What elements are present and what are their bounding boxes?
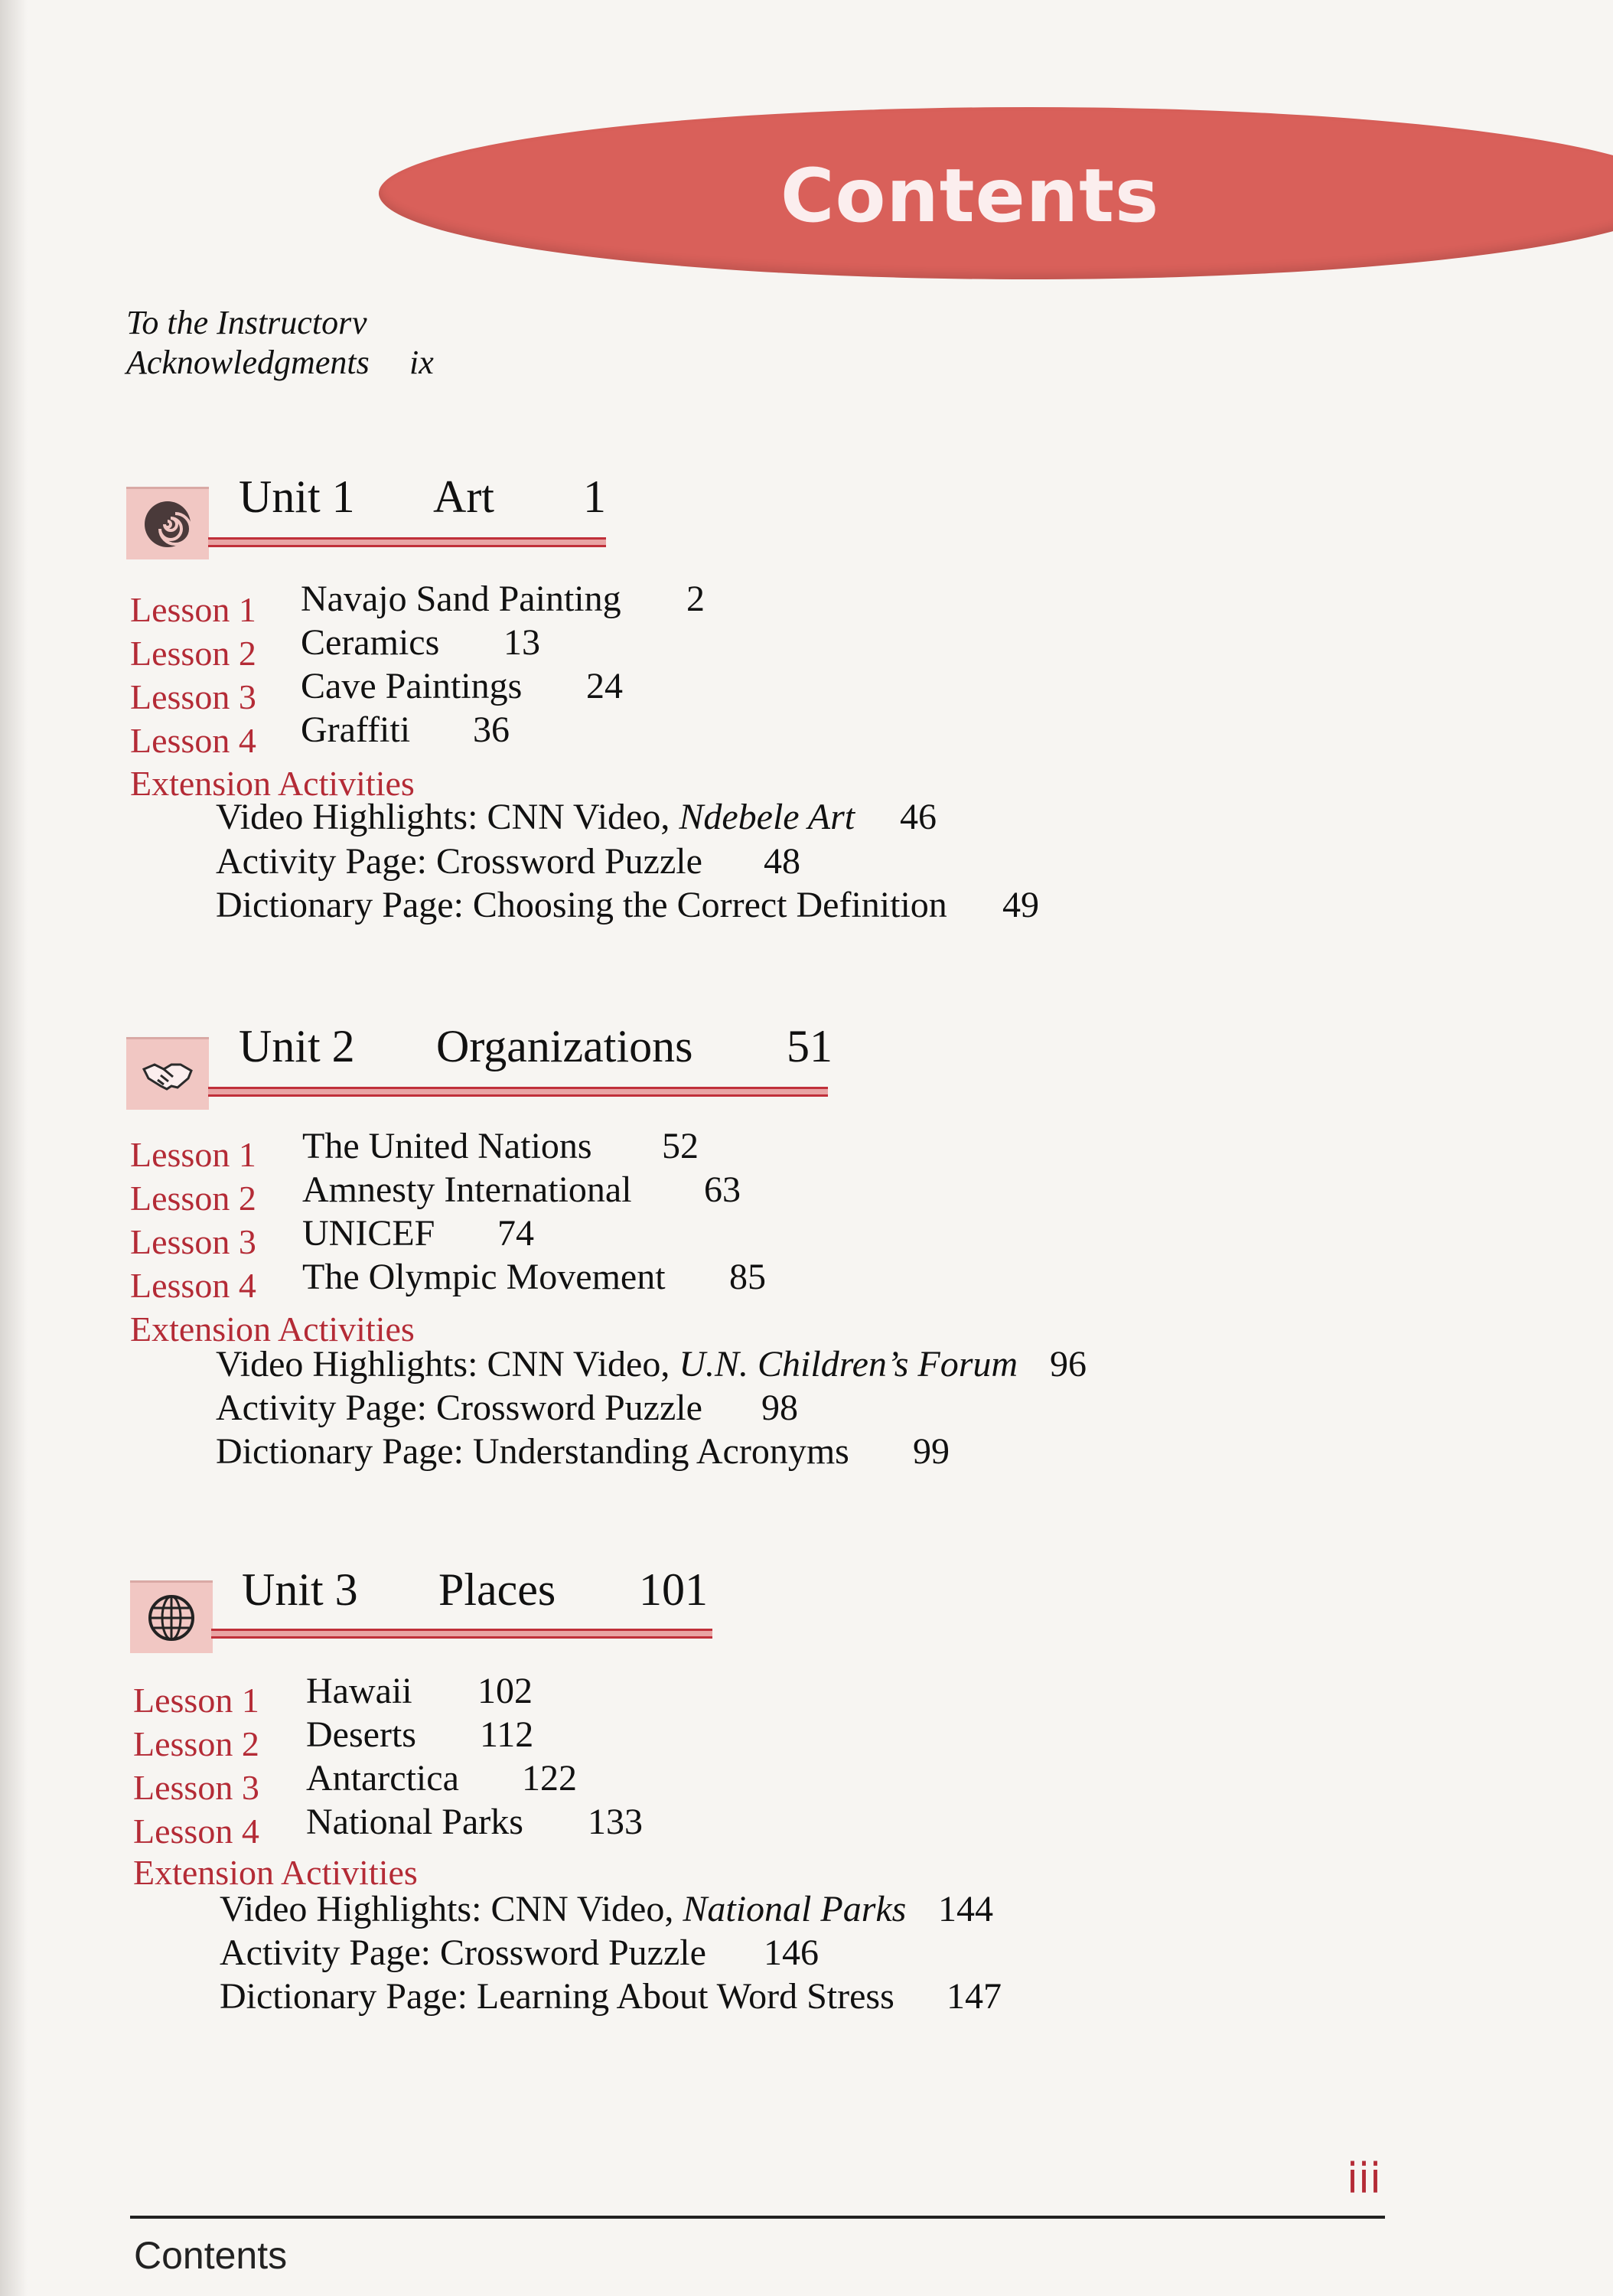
lesson-label: Lesson 2 <box>130 634 256 673</box>
extension-activities-label: Extension Activities <box>130 764 415 803</box>
lesson-label: Lesson 2 <box>133 1724 259 1763</box>
lesson-title: Ceramics <box>301 622 440 663</box>
extension-item: Video Highlights: CNN Video, Ndebele Art <box>216 797 855 837</box>
lesson-title: Amnesty International <box>302 1169 632 1210</box>
lesson-title: Navajo Sand Painting <box>301 579 621 619</box>
lesson-label: Lesson 4 <box>130 721 256 760</box>
lesson-title: Graffiti <box>301 709 411 750</box>
lesson-page: 85 <box>729 1257 766 1297</box>
unit-divider <box>208 1087 828 1097</box>
front-matter-page: v <box>352 304 367 341</box>
extension-item: Activity Page: Crossword Puzzle <box>220 1932 706 1973</box>
extension-page: 147 <box>947 1976 1002 2017</box>
lesson-label: Lesson 2 <box>130 1179 256 1218</box>
extension-page: 146 <box>764 1932 819 1973</box>
extension-page: 96 <box>1050 1344 1087 1384</box>
front-matter-label: To the Instructor <box>126 304 352 341</box>
handshake-icon <box>126 1037 209 1110</box>
extension-item: Dictionary Page: Choosing the Correct Definition <box>216 885 947 925</box>
extension-item-italic: National Parks <box>683 1889 907 1929</box>
lesson-title: UNICEF <box>302 1213 435 1254</box>
extension-item: Activity Page: Crossword Puzzle <box>216 1388 702 1428</box>
lesson-label: Lesson 1 <box>133 1681 259 1720</box>
lesson-label: Lesson 4 <box>133 1812 259 1851</box>
footer-running-title: Contents <box>134 2234 288 2277</box>
extension-item: Dictionary Page: Learning About Word Stress <box>220 1976 894 2017</box>
lesson-page: 2 <box>686 579 705 619</box>
unit-divider <box>208 537 606 547</box>
lesson-label: Lesson 4 <box>130 1266 256 1305</box>
unit-divider <box>211 1629 712 1639</box>
extension-page: 144 <box>938 1889 993 1929</box>
unit-page: 1 <box>583 471 606 522</box>
lesson-label: Lesson 3 <box>130 1222 256 1261</box>
lesson-title: Cave Paintings <box>301 666 523 706</box>
extension-page: 99 <box>913 1431 950 1472</box>
lesson-page: 36 <box>473 709 510 750</box>
unit-number: Unit 3 <box>242 1564 358 1615</box>
front-matter-entry <box>126 343 434 382</box>
lesson-page: 13 <box>503 622 540 663</box>
extension-page: 98 <box>761 1388 798 1428</box>
extension-item-italic: Ndebele Art <box>679 797 855 837</box>
page-edge-shadow <box>0 0 28 2296</box>
lesson-label: Lesson 1 <box>130 590 256 629</box>
lesson-label: Lesson 1 <box>130 1135 256 1174</box>
unit-name: Places <box>438 1564 556 1615</box>
extension-item: Video Highlights: CNN Video, National Parks <box>220 1889 907 1929</box>
lesson-page: 74 <box>497 1213 534 1254</box>
extension-page: 46 <box>900 797 937 837</box>
unit-page: 51 <box>787 1021 833 1071</box>
extension-item: Dictionary Page: Understanding Acronyms <box>216 1431 849 1472</box>
extension-item-italic: U.N. Children’s Forum <box>679 1344 1018 1384</box>
lesson-page: 122 <box>522 1758 577 1799</box>
lesson-title: The Olympic Movement <box>302 1257 666 1297</box>
unit-number: Unit 2 <box>239 1021 355 1071</box>
extension-activities-label: Extension Activities <box>133 1853 418 1892</box>
front-matter-page: ix <box>409 344 434 381</box>
extension-page: 48 <box>764 841 800 882</box>
lesson-title: Deserts <box>306 1714 416 1755</box>
lesson-label: Lesson 3 <box>133 1768 259 1807</box>
unit-name: Art <box>433 471 494 522</box>
lesson-label: Lesson 3 <box>130 677 256 716</box>
lesson-title: Antarctica <box>306 1758 459 1799</box>
extension-page: 49 <box>1002 885 1039 925</box>
unit-name: Organizations <box>436 1021 693 1071</box>
lesson-title: The United Nations <box>302 1126 592 1166</box>
extension-item: Activity Page: Crossword Puzzle <box>216 841 702 882</box>
lesson-page: 112 <box>480 1714 534 1755</box>
extension-item: Video Highlights: CNN Video, U.N. Children’s Forum <box>216 1344 1018 1384</box>
extension-activities-label: Extension Activities <box>130 1309 415 1349</box>
lesson-page: 52 <box>662 1126 699 1166</box>
page-number: iii <box>1347 2154 1382 2203</box>
lesson-page: 24 <box>586 666 623 706</box>
front-matter-label: Acknowledgments <box>126 344 370 381</box>
unit-number: Unit 1 <box>239 471 355 522</box>
spiral-icon <box>126 487 209 559</box>
lesson-page: 102 <box>477 1671 533 1711</box>
lesson-title: National Parks <box>306 1802 523 1842</box>
unit-page: 101 <box>639 1564 708 1615</box>
lesson-page: 63 <box>704 1169 741 1210</box>
lesson-title: Hawaii <box>306 1671 412 1711</box>
front-matter-entry <box>126 303 367 342</box>
page-title: Contents <box>780 153 1160 239</box>
footer-divider <box>130 2216 1385 2219</box>
globe-icon <box>130 1580 213 1653</box>
lesson-page: 133 <box>588 1802 643 1842</box>
